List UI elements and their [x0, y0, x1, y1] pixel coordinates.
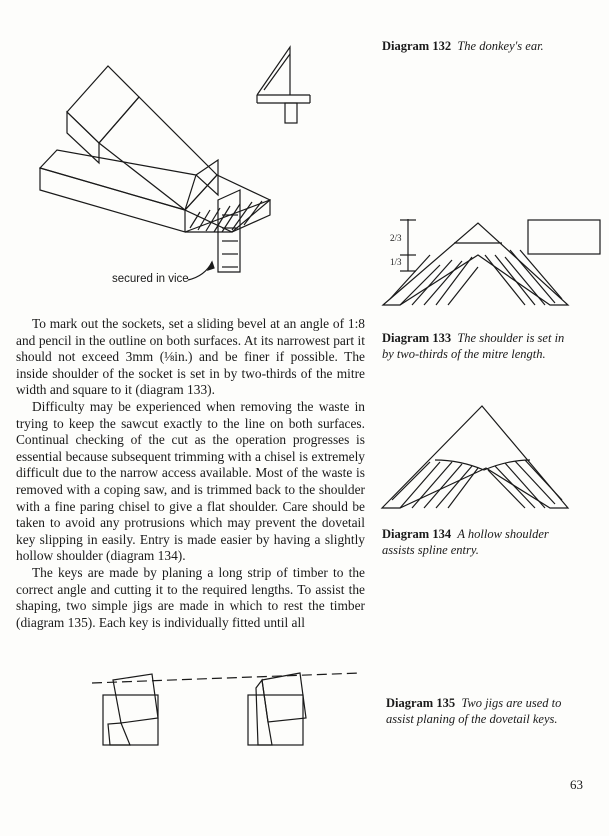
diagram-135-caption-text: Two jigs are used to assist planing of the dovetail keys. [386, 696, 562, 726]
paragraph-2: Difficulty may be experienced when removing the waste in trying to keep the sawcut exactly to the line on both surfaces. Continual checking of the cut as the operation progresses is essential because subsequent trimming with a chisel is extremely difficult due to the narrow access available. Most of the waste is removed with a coping saw, and is trimmed back to the shoulder with a fine paring chisel to give a flat shoulder. Care should be taken to avoid any protrusions which may prevent the dovetail key slipping in easily. Entry is made easier by having a slightly hollow shoulder (diagram 134). [16, 398, 365, 564]
diagram-133-caption [382, 330, 572, 362]
diagram-135-label: Diagram 135 [386, 696, 456, 710]
diagram-133-fraction-two-thirds: 2/3 [390, 233, 402, 243]
diagram-133-caption-text: The shoulder is set in by two-thirds of the mitre length. [382, 331, 565, 361]
body-text [16, 316, 365, 631]
diagram-135-caption [386, 695, 576, 727]
diagram-134-caption [382, 526, 562, 558]
page-number: 63 [570, 777, 583, 792]
diagram-133-label: Diagram 133 [382, 331, 452, 345]
diagram-134-caption-text: A hollow shoulder assists spline entry. [382, 527, 549, 557]
diagram-133-fraction-one-third: 1/3 [390, 257, 402, 267]
diagram-132-label: Diagram 132 [382, 39, 452, 53]
diagram-132-caption-text: The donkey's ear. [457, 39, 544, 53]
paragraph-1: To mark out the sockets, set a sliding bevel at an angle of 1:8 and pencil in the outline on both surfaces. At its narrowest part it should not exceed 3mm (⅛in.) and be finer if possible. The inside shoulder of the socket is set in by two-thirds of the mitre width and square to it (diagram 133). [16, 316, 365, 398]
diagram-132-caption [382, 38, 562, 54]
diagram-134-label: Diagram 134 [382, 527, 452, 541]
diagram-132-annotation: secured in vice [112, 273, 189, 285]
paragraph-3: The keys are made by planing a long strip of timber to the correct angle and cutting it to the required lengths. To assist the shaping, two simple jigs are made in which to rest the timber (diagram 135). Each key is individually fitted until all [16, 564, 365, 630]
